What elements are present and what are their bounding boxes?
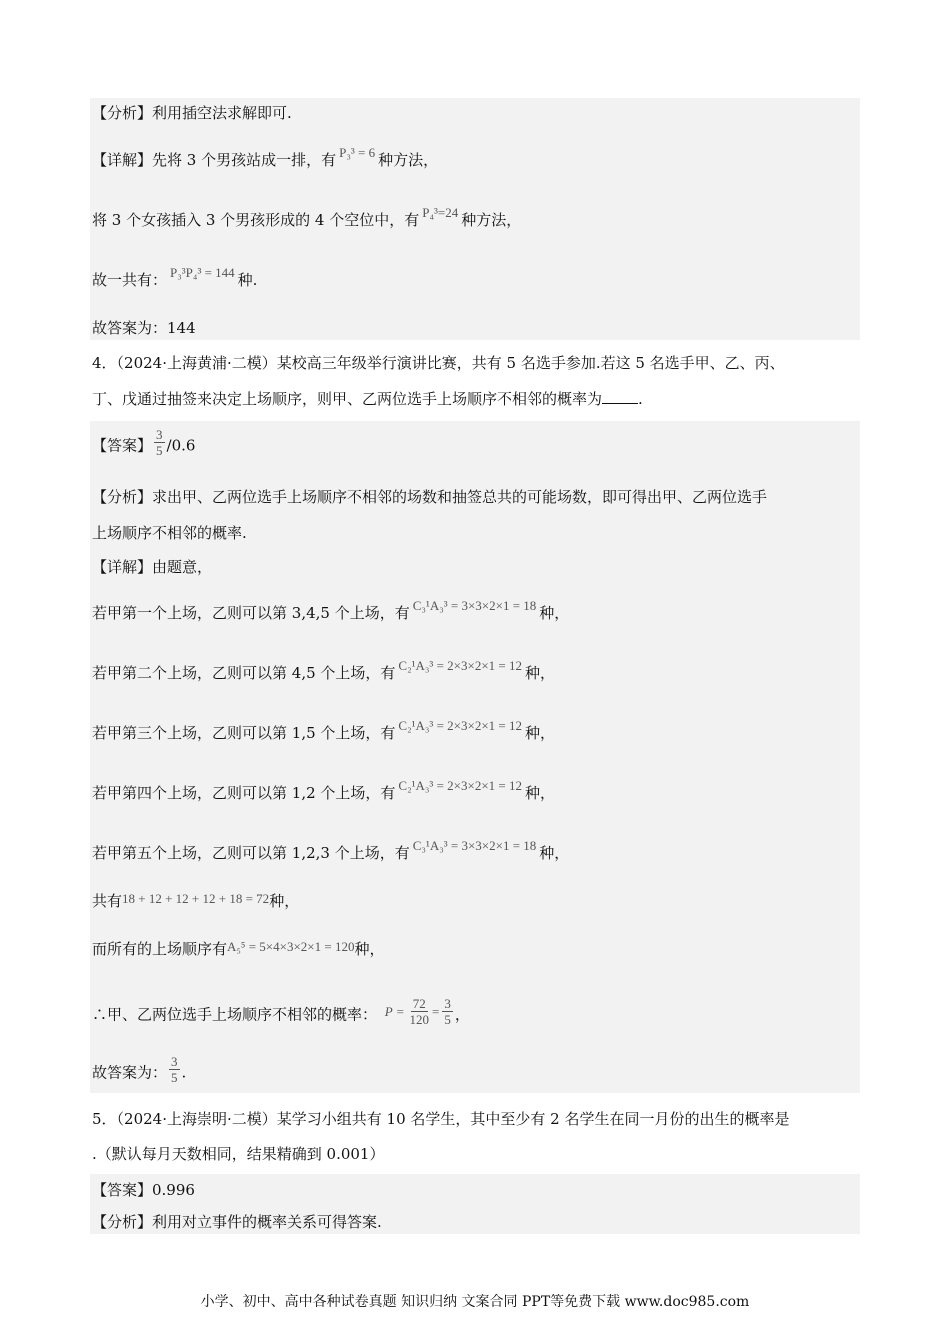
- q4-case-2: [92, 658, 555, 684]
- all-suffix: 种，: [354, 940, 385, 958]
- all-prefix: 而所有的上场顺序有: [92, 940, 228, 958]
- q4-case-3: [92, 718, 555, 744]
- case-suffix: 种，: [539, 844, 570, 862]
- q4-all-orders: [92, 939, 384, 960]
- q3-answer: 故答案为：144: [92, 319, 196, 337]
- q4-final-answer: [92, 1054, 187, 1089]
- fraction-numerator: 3: [171, 1054, 178, 1069]
- fraction-denominator: 5: [444, 1012, 451, 1027]
- fraction-numerator: 3: [444, 996, 451, 1011]
- q4-stem-line1: 4．（2024·上海黄浦·二模）某校高三年级举行演讲比赛，共有 5 名选手参加.若这 5 名选手甲、乙、丙、: [92, 354, 785, 372]
- q5-stem-line2: .（默认每月天数相同，结果精确到 0.001）: [92, 1145, 385, 1163]
- q3-line3-prefix: 故一共有：: [92, 271, 168, 289]
- total-math: 18 + 12 + 12 + 12 + 18 = 72: [122, 891, 270, 906]
- q3-math-1: P₃³ = 6: [339, 145, 376, 160]
- q4-case-5: [92, 838, 570, 864]
- case-suffix: 种，: [524, 724, 555, 742]
- q4-solution-block: [90, 421, 860, 1093]
- q4-total: [92, 891, 299, 912]
- case-text: 若甲第三个上场，乙则可以第 1,5 个上场，有: [92, 724, 396, 742]
- case-text: 若甲第二个上场，乙则可以第 4,5 个上场，有: [92, 664, 396, 682]
- q4-stem-line2-text: 丁、戊通过抽签来决定上场顺序，则甲、乙两位选手上场顺序不相邻的概率为: [92, 390, 603, 408]
- answer-blank: [602, 389, 638, 404]
- q3-detail-line2: [92, 205, 522, 231]
- fraction-numerator: 3: [156, 427, 163, 442]
- final-prefix: 故答案为：: [92, 1063, 168, 1082]
- page-footer: 小学、初中、高中各种试卷真题 知识归纳 文案合同 PPT等免费下载 www.doc985.com: [200, 1294, 750, 1310]
- prob-prefix: ∴甲、乙两位选手上场顺序不相邻的概率：: [92, 1005, 378, 1024]
- q4-detail-label: 【详解】由题意，: [92, 558, 213, 576]
- q4-answer-label: 【答案】: [92, 436, 153, 455]
- q4-stem-end: .: [638, 390, 643, 408]
- q3-detail-suffix: 种方法，: [378, 151, 439, 169]
- q4-probability: [92, 996, 470, 1031]
- fraction-numerator: 72: [412, 996, 426, 1011]
- q3-math-3: P₃³P₄³ = 144: [170, 265, 235, 280]
- q4-analysis-line2: 上场顺序不相邻的概率.: [92, 524, 247, 542]
- case-math: C₃¹A₃³ = 3×3×2×1 = 18: [412, 598, 537, 613]
- fraction-denominator: 120: [409, 1012, 430, 1027]
- case-text: 若甲第五个上场，乙则可以第 1,2,3 个上场，有: [92, 844, 410, 862]
- case-math: C₂¹A₃³ = 2×3×2×1 = 12: [398, 718, 522, 733]
- q4-analysis-line1: 【分析】求出甲、乙两位选手上场顺序不相邻的场数和抽签总共的可能场数，即可得出甲、乙两位选手: [92, 488, 768, 506]
- fraction-denominator: 5: [156, 443, 163, 458]
- case-math: C₃¹A₃³ = 3×3×2×1 = 18: [412, 838, 537, 853]
- q5-analysis: 【分析】利用对立事件的概率关系可得答案.: [92, 1213, 382, 1231]
- q3-line3-suffix: 种.: [237, 271, 258, 289]
- fraction-denominator: 5: [171, 1070, 178, 1085]
- final-suffix: .: [181, 1063, 187, 1082]
- prob-fraction-1: [410, 996, 430, 1027]
- q3-analysis: 【分析】利用插空法求解即可.: [92, 104, 292, 122]
- case-suffix: 种，: [524, 784, 555, 802]
- prob-fraction-2: [442, 996, 453, 1027]
- q4-answer-fraction: [154, 427, 165, 458]
- case-math: C₂¹A₃³ = 2×3×2×1 = 12: [398, 778, 522, 793]
- q3-detail-line1: [92, 145, 439, 171]
- prob-suffix: ，: [454, 1005, 470, 1024]
- q4-answer-alt: /0.6: [166, 436, 196, 455]
- case-text: 若甲第四个上场，乙则可以第 1,2 个上场，有: [92, 784, 396, 802]
- prob-lhs: P =: [384, 1003, 405, 1019]
- q4-stem-line2: [92, 389, 643, 409]
- q3-line2-suffix: 种方法，: [461, 211, 522, 229]
- case-math: C₂¹A₃³ = 2×3×2×1 = 12: [398, 658, 522, 673]
- final-fraction: [169, 1054, 180, 1085]
- case-suffix: 种，: [524, 664, 555, 682]
- prob-equals: =: [432, 1003, 440, 1019]
- q3-detail-prefix: 【详解】先将 3 个男孩站成一排，有: [92, 151, 337, 169]
- total-prefix: 共有: [92, 892, 123, 910]
- q3-line2-prefix: 将 3 个女孩插入 3 个男孩形成的 4 个空位中，有: [92, 211, 420, 229]
- case-suffix: 种，: [539, 604, 570, 622]
- q3-detail-line3: [92, 265, 258, 291]
- q5-answer: 【答案】0.996: [92, 1181, 195, 1199]
- q3-math-2: P₄³=24: [422, 205, 459, 220]
- q4-case-4: [92, 778, 555, 804]
- q4-answer: [92, 427, 196, 462]
- q5-stem-line1: 5．（2024·上海崇明·二模）某学习小组共有 10 名学生，其中至少有 2 名学生在同一月份的出生的概率是: [92, 1110, 790, 1128]
- total-suffix: 种，: [269, 892, 300, 910]
- case-text: 若甲第一个上场，乙则可以第 3,4,5 个上场，有: [92, 604, 410, 622]
- q4-case-1: [92, 598, 570, 624]
- all-math: A₅⁵ = 5×4×3×2×1 = 120: [227, 939, 355, 954]
